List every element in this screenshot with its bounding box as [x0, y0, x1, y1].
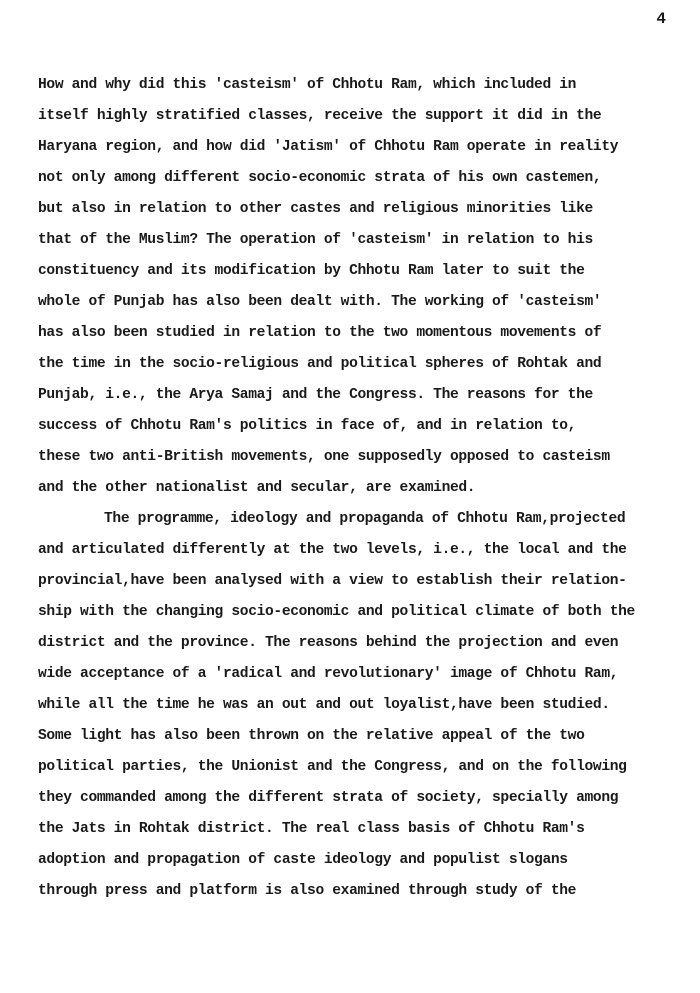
text-line: the Jats in Rohtak district. The real class basis of Chhotu Ram's [38, 821, 585, 837]
body-text [38, 70, 688, 907]
text-line: and articulated differently at the two levels, i.e., the local and the [38, 542, 627, 558]
text-line: but also in relation to other castes and religious minorities like [38, 201, 593, 217]
text-line: that of the Muslim? The operation of 'casteism' in relation to his [38, 232, 593, 248]
text-line: constituency and its modification by Chhotu Ram later to suit the [38, 263, 585, 279]
text-line: whole of Punjab has also been dealt with. The working of 'casteism' [38, 294, 602, 310]
text-line: while all the time he was an out and out loyalist,have been studied. [38, 697, 610, 713]
text-line: itself highly stratified classes, receive the support it did in the [38, 108, 602, 124]
text-line: adoption and propagation of caste ideology and populist slogans [38, 852, 568, 868]
paragraph-first-line: The programme, ideology and propaganda of Chhotu Ram,projected [104, 511, 626, 527]
text-line: has also been studied in relation to the two momentous movements of [38, 325, 602, 341]
text-line: not only among different socio-economic strata of his own castemen, [38, 170, 602, 186]
text-line: they commanded among the different strata of society, specially among [38, 790, 619, 806]
page-number: 4 [656, 10, 666, 28]
text-line: success of Chhotu Ram's politics in face of, and in relation to, [38, 418, 577, 434]
text-line: wide acceptance of a 'radical and revolutionary' image of Chhotu Ram, [38, 666, 619, 682]
text-line: Punjab, i.e., the Arya Samaj and the Congress. The reasons for the [38, 387, 593, 403]
text-line: district and the province. The reasons behind the projection and even [38, 635, 619, 651]
text-line: provincial,have been analysed with a view to establish their relation- [38, 573, 627, 589]
text-line: and the other nationalist and secular, are examined. [38, 480, 476, 496]
text-line: the time in the socio-religious and political spheres of Rohtak and [38, 356, 602, 372]
text-line: Haryana region, and how did 'Jatism' of Chhotu Ram operate in reality [38, 139, 619, 155]
text-line: ship with the changing socio-economic and political climate of both the [38, 604, 635, 620]
text-line: these two anti-British movements, one supposedly opposed to casteism [38, 449, 610, 465]
text-line: political parties, the Unionist and the Congress, and on the following [38, 759, 627, 775]
text-line: Some light has also been thrown on the relative appeal of the two [38, 728, 585, 744]
text-line: through press and platform is also examined through study of the [38, 883, 577, 899]
text-line: How and why did this 'casteism' of Chhotu Ram, which included in [38, 77, 577, 93]
